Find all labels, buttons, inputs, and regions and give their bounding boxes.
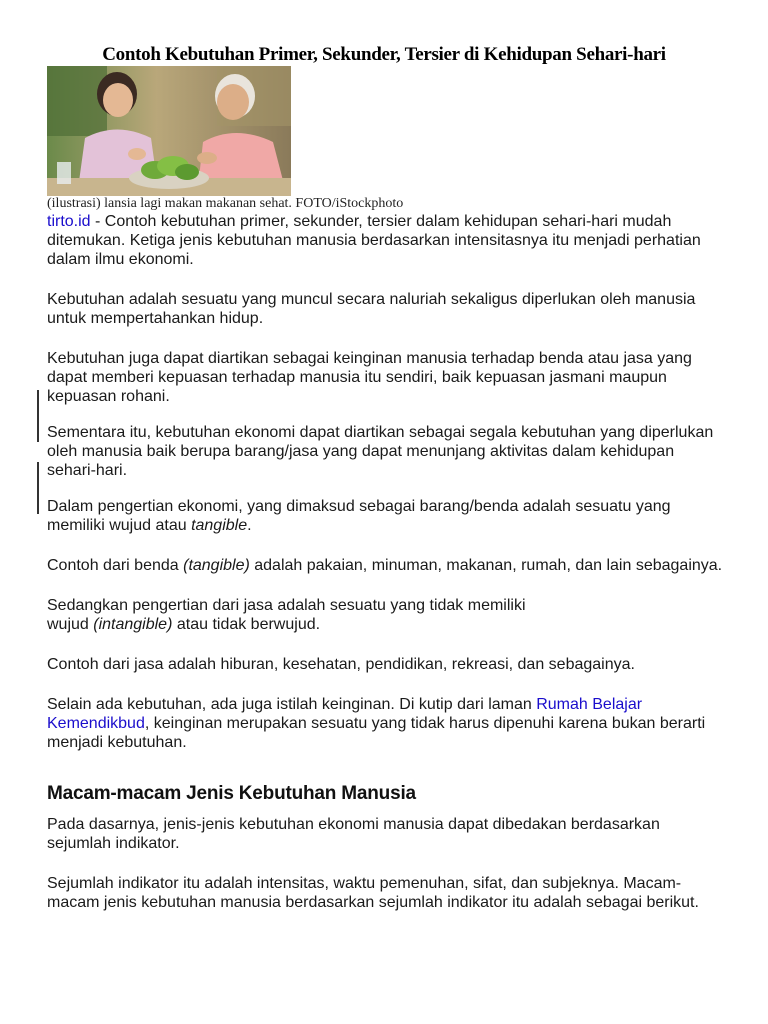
paragraph: Contoh dari benda (tangible) adalah pakaian, minuman, makanan, rumah, dan lain sebagainya. — [47, 557, 723, 574]
article-photo — [47, 66, 291, 196]
paragraph: Sementara itu, kebutuhan ekonomi dapat diartikan sebagai segala kebutuhan yang diperlukan oleh manusia baik berupa barang/jasa yang dapat menunjang aktivitas dalam kehidupan sehari-hari. — [47, 424, 714, 479]
margin-marker — [37, 390, 39, 442]
paragraph: Pada dasarnya, jenis-jenis kebutuhan ekonomi manusia dapat dibedakan berdasarkan sejumlah indikator. — [47, 816, 660, 852]
paragraph: Kebutuhan adalah sesuatu yang muncul secara naluriah sekaligus diperlukan oleh manusia untuk mempertahankan hidup. — [47, 291, 696, 327]
paragraph: Sedangkan pengertian dari jasa adalah sesuatu yang tidak memiliki wujud (intangible) atau tidak berwujud. — [47, 597, 526, 633]
paragraph: Kebutuhan juga dapat diartikan sebagai keinginan manusia terhadap benda atau jasa yang dapat memberi kepuasan terhadap manusia itu sendiri, baik kepuasan jasmani maupun kepuasan rohani. — [47, 350, 692, 405]
section-heading: Macam-macam Jenis Kebutuhan Manusia — [47, 783, 416, 804]
paragraph: Contoh dari jasa adalah hiburan, kesehatan, pendidikan, rekreasi, dan sebagainya. — [47, 656, 635, 673]
rumah-belajar-link[interactable]: Rumah Belajar Kemendikbud — [47, 696, 643, 732]
paragraph: Sejumlah indikator itu adalah intensitas, waktu pemenuhan, sifat, dan subjeknya. Macam-macam jenis kebutuhan manusia berdasarkan sejumlah indikator itu adalah sebagai berikut. — [47, 875, 699, 911]
paragraph: tirto.id - Contoh kebutuhan primer, sekunder, tersier dalam kehidupan sehari-hari mudah ditemukan. Ketiga jenis kebutuhan manusia berdasarkan intensitasnya itu menjadi perhatian dalam ilmu ekonomi. — [47, 213, 701, 268]
page-title: Contoh Kebutuhan Primer, Sekunder, Tersier di Kehidupan Sehari-hari — [102, 44, 666, 65]
paragraph: Selain ada kebutuhan, ada juga istilah keinginan. Di kutip dari laman Rumah Belajar Kemendikbud, keinginan merupakan sesuatu yang tidak harus dipenuhi karena bukan berarti menjadi kebutuhan. — [47, 696, 706, 751]
paragraph: Dalam pengertian ekonomi, yang dimaksud sebagai barang/benda adalah sesuatu yang memiliki wujud atau tangible. — [47, 498, 671, 534]
source-link[interactable]: tirto.id — [47, 213, 91, 230]
margin-marker — [37, 462, 39, 514]
article-body — [47, 212, 727, 933]
image-caption: (ilustrasi) lansia lagi makan makanan sehat. FOTO/iStockphoto — [47, 196, 404, 211]
